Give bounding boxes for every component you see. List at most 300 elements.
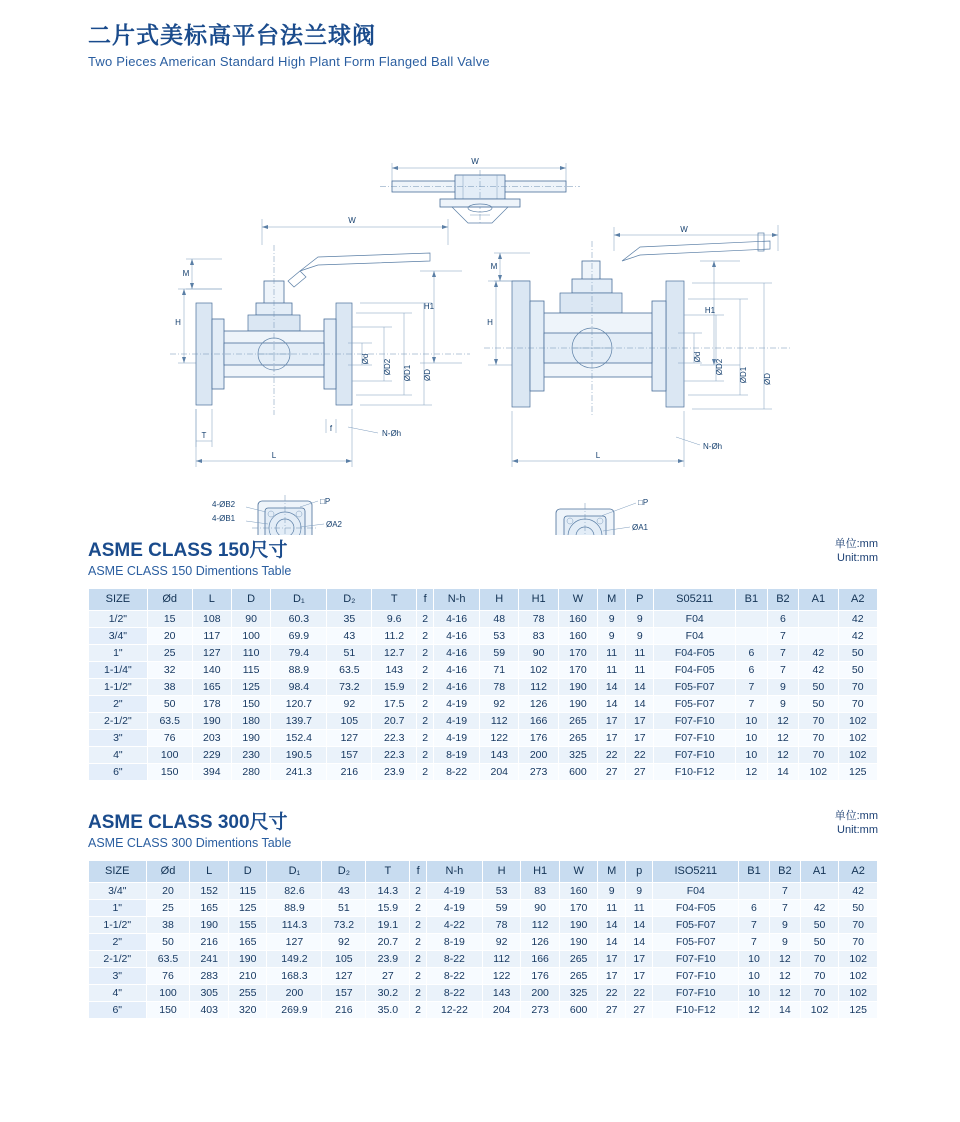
table-cell: 210 (228, 967, 267, 984)
table-row (89, 695, 878, 712)
column-header-16: B2 (769, 860, 800, 882)
table-cell: 4-19 (434, 729, 480, 746)
table-cell: 160 (558, 627, 597, 644)
table-cell: 63.5 (327, 661, 372, 678)
table-cell: 70 (838, 678, 877, 695)
table-cell: 2 (410, 933, 427, 950)
table-cell: 190 (558, 695, 597, 712)
table-cell: 70 (799, 746, 838, 763)
table-cell: 150 (146, 1001, 190, 1018)
table-cell: 2 (417, 746, 434, 763)
svg-text:ØA1: ØA1 (632, 522, 649, 532)
table-row (89, 712, 878, 729)
table-cell: 157 (322, 984, 366, 1001)
table-cell: 125 (838, 763, 877, 780)
table-cell: 127 (327, 729, 372, 746)
table-cell: 17 (598, 729, 626, 746)
svg-text:T: T (201, 430, 207, 440)
table-cell: 190 (190, 916, 229, 933)
table-cell: 200 (521, 984, 560, 1001)
svg-text:4-ØB1: 4-ØB1 (212, 513, 236, 523)
table-cell: 4-16 (434, 678, 480, 695)
column-header-10: H1 (519, 588, 558, 610)
table-cell: 102 (839, 984, 878, 1001)
table-cell: 42 (838, 627, 877, 644)
table-cell: 15 (147, 610, 192, 627)
table-cell: 176 (521, 967, 560, 984)
table-cell: 51 (322, 899, 366, 916)
table-cell: 22.3 (372, 729, 417, 746)
table-cell: 83 (521, 882, 560, 899)
table-cell: 17 (598, 712, 626, 729)
table-cell: 155 (228, 916, 267, 933)
table-cell: 50 (800, 933, 839, 950)
table-cell: 190 (559, 916, 598, 933)
section-heading-class150 (88, 535, 878, 578)
table-cell: 20.7 (366, 933, 410, 950)
row-size-label: 4" (89, 984, 147, 1001)
table-cell: 22 (598, 746, 626, 763)
svg-text:□P: □P (638, 497, 649, 507)
table-cell: 7 (736, 678, 768, 695)
table-cell: 149.2 (267, 950, 322, 967)
column-header-13: p (625, 860, 653, 882)
table-cell (799, 627, 838, 644)
left-elevation (170, 216, 470, 467)
column-header-2: L (192, 588, 231, 610)
row-size-label: 6" (89, 763, 148, 780)
column-header-9: H (482, 860, 521, 882)
table-cell: 100 (147, 746, 192, 763)
table-cell: 70 (800, 950, 839, 967)
dimensions-table-class300 (88, 860, 878, 1019)
table-cell: 269.9 (267, 1001, 322, 1018)
svg-text:f: f (329, 423, 333, 433)
row-size-label: 1-1/2" (89, 916, 147, 933)
table-row (89, 967, 878, 984)
table-cell: 157 (327, 746, 372, 763)
table-row (89, 661, 878, 678)
table-cell: 122 (482, 967, 521, 984)
section-heading-class300 (88, 807, 878, 850)
svg-text:H: H (487, 317, 493, 327)
table-cell: 70 (839, 916, 878, 933)
table-cell: 53 (480, 627, 519, 644)
table-cell: 10 (736, 729, 768, 746)
table-cell: 2 (417, 610, 434, 627)
table-cell: 2 (417, 763, 434, 780)
table-cell: 273 (521, 1001, 560, 1018)
svg-text:ØD1: ØD1 (739, 366, 748, 383)
table-cell: 17 (598, 967, 626, 984)
table-cell: 23.9 (372, 763, 417, 780)
table-cell: 600 (559, 1001, 598, 1018)
column-header-2: L (190, 860, 229, 882)
column-header-16: B2 (767, 588, 799, 610)
table-cell: 102 (799, 763, 838, 780)
table-row (89, 933, 878, 950)
table-cell: 105 (322, 950, 366, 967)
title-english: Two Pieces American Standard High Plant Form Flanged Ball Valve (88, 53, 490, 69)
table-cell: 4-16 (434, 644, 480, 661)
table-cell: 8-22 (434, 763, 480, 780)
table-cell: 2 (417, 644, 434, 661)
table-cell: 4-19 (426, 899, 482, 916)
column-header-0: SIZE (89, 588, 148, 610)
table-cell: 14 (626, 678, 654, 695)
table-cell: 14.3 (366, 882, 410, 899)
table-row (89, 1001, 878, 1018)
page-title (88, 22, 960, 69)
table-cell: 50 (838, 661, 877, 678)
row-size-label: 3" (89, 967, 147, 984)
row-size-label: 3" (89, 729, 148, 746)
svg-text:ØD2: ØD2 (383, 358, 392, 375)
column-header-17: A1 (799, 588, 838, 610)
table-cell: 168.3 (267, 967, 322, 984)
column-header-5: D₂ (322, 860, 366, 882)
table-row (89, 627, 878, 644)
table-cell: 170 (559, 899, 598, 916)
table-cell: 2 (410, 882, 427, 899)
table-cell (736, 610, 768, 627)
table-cell: 14 (625, 916, 653, 933)
table-cell: 11.2 (372, 627, 417, 644)
table-cell: 71 (480, 661, 519, 678)
table-cell: 9 (598, 610, 626, 627)
table-cell: 127 (322, 967, 366, 984)
table-cell: F04 (654, 610, 736, 627)
table-cell: 6 (739, 899, 770, 916)
table-cell: 8-22 (426, 950, 482, 967)
column-header-4: D₁ (271, 588, 327, 610)
column-header-14: S05211 (654, 588, 736, 610)
table-cell: 7 (769, 899, 800, 916)
table-cell: 48 (480, 610, 519, 627)
table-cell: 203 (192, 729, 231, 746)
table-cell: 14 (598, 916, 626, 933)
svg-text:W: W (471, 156, 479, 166)
table-cell: 176 (519, 729, 558, 746)
table-cell: 4-16 (434, 610, 480, 627)
table-cell: 200 (519, 746, 558, 763)
table-cell: 42 (839, 882, 878, 899)
table-cell: 59 (480, 644, 519, 661)
table-cell: 143 (480, 746, 519, 763)
table-cell: 6 (736, 644, 768, 661)
table-cell: 6 (736, 661, 768, 678)
svg-text:N-Øh: N-Øh (382, 428, 402, 438)
table-cell: 78 (480, 678, 519, 695)
table-cell: 20.7 (372, 712, 417, 729)
unit-chinese: 单位:mm (834, 809, 878, 822)
row-size-label: 1" (89, 899, 147, 916)
table-cell: 78 (519, 610, 558, 627)
column-header-10: H1 (521, 860, 560, 882)
row-size-label: 1-1/4" (89, 661, 148, 678)
table-cell: 27 (626, 763, 654, 780)
table-cell: 8-19 (434, 746, 480, 763)
column-header-11: W (558, 588, 597, 610)
table-cell: 2 (417, 661, 434, 678)
table-row (89, 763, 878, 780)
table-cell: 9 (598, 882, 626, 899)
table-cell: 10 (739, 967, 770, 984)
table-cell: 12 (769, 984, 800, 1001)
table-cell: 7 (767, 627, 799, 644)
table-cell: 12 (769, 950, 800, 967)
table-cell: 394 (192, 763, 231, 780)
table-cell: 9 (769, 933, 800, 950)
table-cell: 43 (327, 627, 372, 644)
table-cell: 180 (231, 712, 270, 729)
table-cell (739, 882, 770, 899)
table-cell: 139.7 (271, 712, 327, 729)
svg-text:H1: H1 (423, 301, 435, 311)
table-cell: 200 (267, 984, 322, 1001)
table-cell: 10 (736, 746, 768, 763)
column-header-5: D₂ (327, 588, 372, 610)
table-cell: 69.9 (271, 627, 327, 644)
table-cell: F04-F05 (654, 661, 736, 678)
table-cell: 265 (559, 967, 598, 984)
table-cell: 78 (482, 916, 521, 933)
table-row (89, 899, 878, 916)
table-cell: 22 (625, 984, 653, 1001)
unit-english: Unit:mm (837, 552, 878, 565)
table-cell (800, 882, 839, 899)
table-row (89, 729, 878, 746)
table-cell: 102 (839, 967, 878, 984)
table-cell: 112 (482, 950, 521, 967)
table-cell: 241 (190, 950, 229, 967)
row-size-label: 1/2" (89, 610, 148, 627)
table-cell: 98.4 (271, 678, 327, 695)
table-cell: 22 (598, 984, 626, 1001)
column-header-1: Ød (146, 860, 190, 882)
table-cell: 92 (482, 933, 521, 950)
table-cell: 92 (327, 695, 372, 712)
table-cell: 4-19 (426, 882, 482, 899)
column-header-1: Ød (147, 588, 192, 610)
table-cell: 241.3 (271, 763, 327, 780)
table-cell: 190 (558, 678, 597, 695)
table-cell: 19.1 (366, 916, 410, 933)
table-cell: 112 (519, 678, 558, 695)
table-cell: 15.9 (366, 899, 410, 916)
table-cell: 9.6 (372, 610, 417, 627)
svg-text:W: W (348, 215, 356, 225)
table-cell: 63.5 (146, 950, 190, 967)
row-size-label: 3/4" (89, 627, 148, 644)
table-cell: 2 (417, 627, 434, 644)
svg-text:ØD: ØD (423, 368, 432, 381)
table-cell: 9 (598, 627, 626, 644)
table-cell: 6 (767, 610, 799, 627)
table-cell: 60.3 (271, 610, 327, 627)
section1-title-chinese: ASME CLASS 150尺寸 (88, 539, 288, 561)
table-cell: 127 (192, 644, 231, 661)
table-cell: 305 (190, 984, 229, 1001)
column-header-9: H (480, 588, 519, 610)
table-cell: 17 (598, 950, 626, 967)
table-cell: 102 (800, 1001, 839, 1018)
table-cell: 4-16 (434, 627, 480, 644)
table-cell: 125 (228, 899, 267, 916)
table-cell (799, 610, 838, 627)
table-cell: 17 (625, 950, 653, 967)
column-header-7: f (410, 860, 427, 882)
column-header-14: ISO5211 (653, 860, 739, 882)
title-chinese: 二片式美标高平台法兰球阀 (88, 22, 376, 48)
table-cell: F07-F10 (653, 984, 739, 1001)
table-cell: 102 (838, 712, 877, 729)
section1-unit-note (835, 537, 878, 567)
table-cell: 178 (192, 695, 231, 712)
table-cell: 11 (626, 661, 654, 678)
table-cell: 70 (838, 695, 877, 712)
table-cell: 9 (625, 882, 653, 899)
table-cell: 70 (800, 984, 839, 1001)
dimensions-table-class150 (88, 588, 878, 781)
table-cell: 110 (231, 644, 270, 661)
table-cell: 90 (231, 610, 270, 627)
table-cell: 12 (767, 712, 799, 729)
table-cell: 2 (410, 984, 427, 1001)
table-cell: 7 (736, 695, 768, 712)
table-cell: 79.4 (271, 644, 327, 661)
table-cell: 126 (521, 933, 560, 950)
section1-title-english: ASME CLASS 150 Dimentions Table (88, 563, 292, 578)
column-header-18: A2 (838, 588, 877, 610)
table-cell: 2 (410, 967, 427, 984)
table-cell: 59 (482, 899, 521, 916)
row-size-label: 3/4" (89, 882, 147, 899)
table-cell: 10 (739, 950, 770, 967)
column-header-8: N-h (426, 860, 482, 882)
table-cell: 117 (192, 627, 231, 644)
table-cell: 102 (838, 729, 877, 746)
table-cell: 265 (559, 950, 598, 967)
table-cell: 102 (839, 950, 878, 967)
column-header-3: D (228, 860, 267, 882)
table-cell: 204 (482, 1001, 521, 1018)
table-cell: 9 (767, 695, 799, 712)
table-cell: 320 (228, 1001, 267, 1018)
svg-text:ØD1: ØD1 (403, 364, 412, 381)
table-cell: 280 (231, 763, 270, 780)
table-row (89, 746, 878, 763)
table-cell: 90 (519, 644, 558, 661)
table-cell: 325 (559, 984, 598, 1001)
table-row (89, 644, 878, 661)
column-header-17: A1 (800, 860, 839, 882)
table-cell: 265 (558, 729, 597, 746)
table-cell: 11 (598, 644, 626, 661)
table-cell: 73.2 (322, 916, 366, 933)
table-cell: 27 (598, 763, 626, 780)
unit-english: Unit:mm (837, 824, 878, 837)
table-cell: F04-F05 (654, 644, 736, 661)
row-size-label: 2-1/2" (89, 950, 147, 967)
table-cell: 11 (626, 644, 654, 661)
table-cell: 7 (767, 644, 799, 661)
table-cell: 2 (410, 916, 427, 933)
column-header-11: W (559, 860, 598, 882)
table-cell: 190 (192, 712, 231, 729)
table-cell: 30.2 (366, 984, 410, 1001)
table-cell: 190 (231, 729, 270, 746)
table-cell: 76 (147, 729, 192, 746)
table-cell: 92 (480, 695, 519, 712)
table-cell: F07-F10 (654, 746, 736, 763)
table-cell: 9 (767, 678, 799, 695)
table-cell: 100 (231, 627, 270, 644)
table-cell: 25 (146, 899, 190, 916)
top-view (380, 157, 580, 225)
table-cell: 115 (231, 661, 270, 678)
table-cell: 27 (366, 967, 410, 984)
column-header-13: P (626, 588, 654, 610)
table-cell: 43 (322, 882, 366, 899)
table-header-row (89, 860, 878, 882)
row-size-label: 6" (89, 1001, 147, 1018)
svg-text:H: H (175, 317, 181, 327)
right-elevation (484, 225, 790, 467)
svg-text:L: L (271, 450, 277, 460)
table-cell: 216 (190, 933, 229, 950)
table-cell: F04 (653, 882, 739, 899)
svg-text:M: M (182, 268, 190, 278)
table-cell: 14 (598, 678, 626, 695)
table-cell: 14 (598, 695, 626, 712)
table-cell: F05-F07 (653, 916, 739, 933)
table-cell: 170 (558, 661, 597, 678)
table-cell: 4-16 (434, 661, 480, 678)
table-cell: 23.9 (366, 950, 410, 967)
table-cell: 108 (192, 610, 231, 627)
table-cell: 11 (625, 899, 653, 916)
table-cell: F07-F10 (653, 967, 739, 984)
table-cell (736, 627, 768, 644)
table-cell: 27 (598, 1001, 626, 1018)
table-cell: 70 (800, 967, 839, 984)
section2-unit-note (835, 809, 878, 839)
table-row (89, 610, 878, 627)
column-header-15: B1 (736, 588, 768, 610)
svg-text:L: L (595, 450, 601, 460)
table-cell: 112 (480, 712, 519, 729)
row-size-label: 4" (89, 746, 148, 763)
table-cell: 8-19 (426, 933, 482, 950)
column-header-15: B1 (739, 860, 770, 882)
svg-text:H1: H1 (704, 305, 716, 315)
column-header-7: f (417, 588, 434, 610)
svg-text:Ød: Ød (693, 351, 702, 362)
table-cell: 73.2 (327, 678, 372, 695)
table-cell: 22.3 (372, 746, 417, 763)
table-cell: 166 (521, 950, 560, 967)
table-cell: 50 (800, 916, 839, 933)
table-cell: 51 (327, 644, 372, 661)
table-cell: 125 (231, 678, 270, 695)
table-cell: 70 (839, 933, 878, 950)
table-cell: 2 (410, 1001, 427, 1018)
table-cell: 160 (559, 882, 598, 899)
table-cell: 216 (322, 1001, 366, 1018)
table-cell: 35 (327, 610, 372, 627)
table-cell: 8-22 (426, 984, 482, 1001)
